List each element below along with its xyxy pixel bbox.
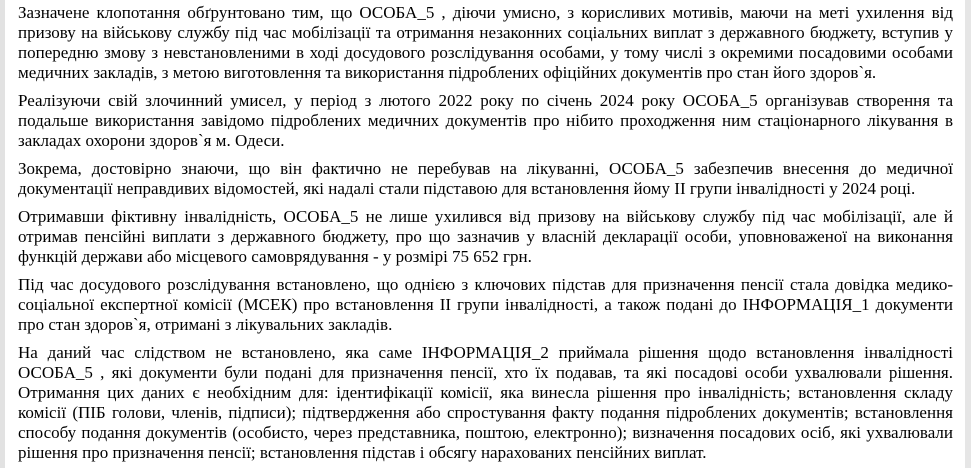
paragraph: Отримавши фіктивну інвалідність, ОСОБА_5 не лише ухилився від призову на військову службу під час мобілізації, але й отримав пенсійні виплати з державного бюджету, про що зазначив у власній декларації особи, уповноваженої на виконання функцій держави або місцевого самоврядування - у розмірі 75 652 грн. bbox=[18, 207, 953, 266]
paragraph: На даний час слідством не встановлено, яка саме ІНФОРМАЦІЯ_2 приймала рішення щодо встановлення інвалідності ОСОБА_5 , які документи були подані для призначення пенсії, хто їх подавав, та які посадові особи ухвалювали рішення. Отримання цих даних є необхідним для: ідентифікації комісії, яка винесла рішення про інвалідність; встановлення складу комісії (ПІБ голови, членів, підписи); підтвердження або спростування факту подання підроблених документів; встановлення способу подання документів (особисто, через представника, поштою, електронно); визначення посадових осіб, які ухвалювали рішення про призначення пенсії; встановлення підстав і обсягу нарахованих пенсійних виплат. bbox=[18, 343, 953, 462]
document-text-area bbox=[5, 0, 965, 468]
paragraph: Зокрема, достовірно знаючи, що він фактично не перебував на лікуванні, ОСОБА_5 забезпечив внесення до медичної документації неправдивих відомостей, які надалі стали підставою для встановлення йому ІІ групи інвалідності у 2024 році. bbox=[18, 159, 953, 198]
paragraph: Під час досудового розслідування встановлено, що однією з ключових підстав для призначення пенсії стала довідка медико-соціальної експертної комісії (МСЕК) про встановлення ІІ групи інвалідності, а також подані до ІНФОРМАЦІЯ_1 документи про стан здоров`я, отримані з лікувальних закладів. bbox=[18, 275, 953, 334]
paragraph: Зазначене клопотання обґрунтовано тим, що ОСОБА_5 , діючи умисно, з корисливих мотивів, маючи на меті ухилення від призову на військову службу під час мобілізації та отримання незаконних соціальних виплат з державного бюджету, вступив у попередню змову з невстановленими в ході досудового розслідування особами, у тому числі з окремими посадовими особами медичних закладів, з метою виготовлення та використання підроблених офіційних документів про стан його здоров`я. bbox=[18, 3, 953, 82]
right-edge-strip bbox=[965, 0, 971, 468]
paragraph: Реалізуючи свій злочинний умисел, у період з лютого 2022 року по січень 2024 року ОСОБА_5 організував створення та подальше використання завідомо підроблених медичних документів про нібито проходження ним стаціонарного лікування в закладах охорони здоров`я м. Одеси. bbox=[18, 91, 953, 150]
